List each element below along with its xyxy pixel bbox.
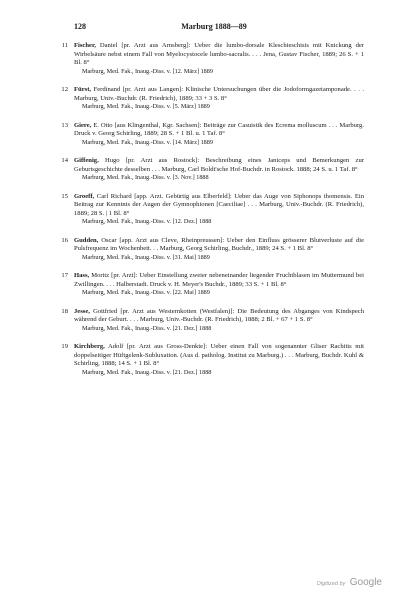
entry-citation	[74, 42, 364, 68]
entry-text: E. Otto [aus Klingenthal, Kgr. Sachsen]: Beiträge zur Casuistik des Ecrema molluscum . . . Marburg. Druck v. Georg Schirling, 1889; 28 S. + 1 Bl. u. 1 Taf. 8°	[74, 121, 364, 137]
bibliography-entry	[61, 192, 364, 227]
entry-dissertation-note: Marburg, Med. Fak., Inaug.-Diss. v. [5. März] 1889	[82, 103, 210, 110]
entry-dissertation-note: Marburg, Med. Fak., Inaug.-Diss. v. [22. Mai] 1889	[82, 289, 210, 296]
entry-text: Hugo [pr. Arzt aus Rostock]: Beschreibung eines Janiceps und Bemerkungen zur Geburtsgeschichte desselben . . . Marburg, Carl Boldt'sche Hof-Buchdr. in Rostock. 1888; 24 S. u. 1 Taf. 8°	[74, 157, 364, 173]
entry-author: Jesse,	[74, 307, 90, 315]
entry-author: Fischer,	[74, 42, 96, 49]
running-title: Marburg 1888—89	[181, 22, 247, 31]
entry-citation	[74, 237, 364, 254]
entry-text: Gottfried [pr. Arzt aus Westernkotten (Westfalen)]: Die Bedeutung des Abganges von Kindspech während der Geburt. . . . Marburg, Univ.-Buchdr. (R. Friedrich), 1888; 2 Bl. + 67 + 1 S. 8°	[74, 307, 364, 323]
bibliography-entry	[61, 272, 364, 298]
google-watermark	[317, 572, 382, 590]
entry-number: 12	[61, 86, 68, 93]
entry-author: Giffenig,	[74, 157, 99, 164]
entry-text: Moritz [pr. Arzt]: Ueber Einstellung zweier nebeneinander liegender Fruchtblasen im Muttermund bei Zwillingen. . . . Halberstadt. Druck v. H. Meyer's Buchdr., 1889; 33 S. + 1 Bl. 8°	[74, 272, 364, 288]
entry-number: 11	[61, 42, 68, 49]
entry-citation	[74, 193, 364, 219]
page-number: 128	[74, 22, 86, 31]
entry-citation	[74, 86, 364, 103]
entry-author: Hass,	[74, 272, 90, 279]
entry-author: Gudden,	[74, 236, 99, 244]
entry-number: 13	[61, 121, 68, 129]
entry-author: Kirchberg,	[74, 343, 105, 350]
watermark-digitized-text: Digitized by	[316, 581, 346, 587]
entry-number: 17	[61, 272, 68, 279]
entry-author: Groeff,	[74, 192, 95, 200]
bibliography-entry	[61, 343, 364, 377]
entry-author: Fürst,	[74, 86, 92, 93]
entry-number: 18	[61, 307, 68, 315]
entry-dissertation-note: Marburg, Med. Fak., Inaug.-Diss. v. [12. Dez.] 1888	[82, 218, 212, 225]
bibliography-entry	[61, 157, 364, 183]
bibliography-entry	[61, 86, 364, 112]
entry-text: Daniel [pr. Arzt aus Arnsberg]: Ueber die lumbo-dorsale Kleschieschisis mit Knickung der Wirbelsäure nebst einem Fall von Myelocystocele lumbo-sacralis. . . . Jena, Gustav Fischer, 1889; 26 S. + 1 Bl. 8°	[74, 42, 364, 66]
entry-dissertation-note: Marburg, Med. Fak., Inaug.-Diss. v. [21. Dez.] 1888	[82, 368, 212, 376]
bibliography-entry	[61, 42, 364, 76]
entry-text: Adolf [pr. Arzt aus Gross-Denkte]: Ueber einen Fall von sogenannter Gliser Rachitis mit doppelseitiger Hüftgelenk-Subluxation. (Aus d. patholog. Institut zu Marburg.) . . . Marburg, Buchdr. Kuhl & Schirling, 1888; 14 S. + 1 Bl. 8°	[74, 343, 364, 367]
entry-citation	[74, 157, 364, 174]
watermark-google-text: Google	[349, 577, 382, 588]
entry-dissertation-note: Marburg, Med. Fak., Inaug.-Diss. v. [12. März] 1889	[82, 67, 213, 75]
entry-dissertation-note: Marburg, Med. Fak., Inaug.-Diss. v. [31. Mai] 1889	[82, 253, 210, 261]
entry-text: Ferdinand [pr. Arzt aus Langen]: Klinische Untersuchungen über die Jodoformgazetamponade. . . . Marburg, Univ.-Buchdr. (R. Friedrich), 1889; 33 + 3 S. 8°	[74, 86, 364, 102]
entry-text: Oscar [app. Arzt aus Cleve, Rheinpreussen]: Ueber den Einfluss grösserer Blutverluste auf die Pulsfrequenz im Wochenbett. . . Marburg, Georg Schirling, Buchdr., 1889; 24 S. + 1 Bl. 8°	[74, 236, 364, 252]
entry-citation	[74, 272, 364, 289]
entry-citation	[74, 122, 364, 139]
entry-author: Giere,	[74, 121, 92, 129]
entry-number: 15	[61, 192, 68, 200]
entry-citation	[74, 308, 364, 325]
entry-dissertation-note: Marburg, Med. Fak., Inaug.-Diss. v. [21. Dez.] 1888	[82, 324, 212, 332]
bibliography-entry	[61, 236, 364, 263]
entry-number: 14	[61, 157, 68, 164]
entry-citation	[74, 343, 364, 369]
entry-number: 19	[61, 343, 68, 350]
bibliography-entry	[61, 307, 364, 334]
entry-number: 16	[61, 236, 68, 244]
bibliography-entry	[61, 121, 364, 148]
entry-dissertation-note: Marburg, Med. Fak., Inaug.-Diss. v. [14. März] 1889	[82, 138, 213, 146]
entry-dissertation-note: Marburg, Med. Fak., Inaug.-Diss. v. [3. Nov.] 1888	[82, 174, 209, 181]
entry-list	[61, 42, 364, 387]
entry-text: Carl Richard [app. Arzt. Gebürtig aus Elberfeld]: Ueber das Auge von Siphonops thomensis. Ein Beitrag zur Kenntnis der Augen der Gymnophionen [Caeciliae] . . . Marburg, Univ.-Buchdr. (R. Friedrich), 1889; 28 S. | 1 Bl. 8°	[74, 192, 364, 217]
